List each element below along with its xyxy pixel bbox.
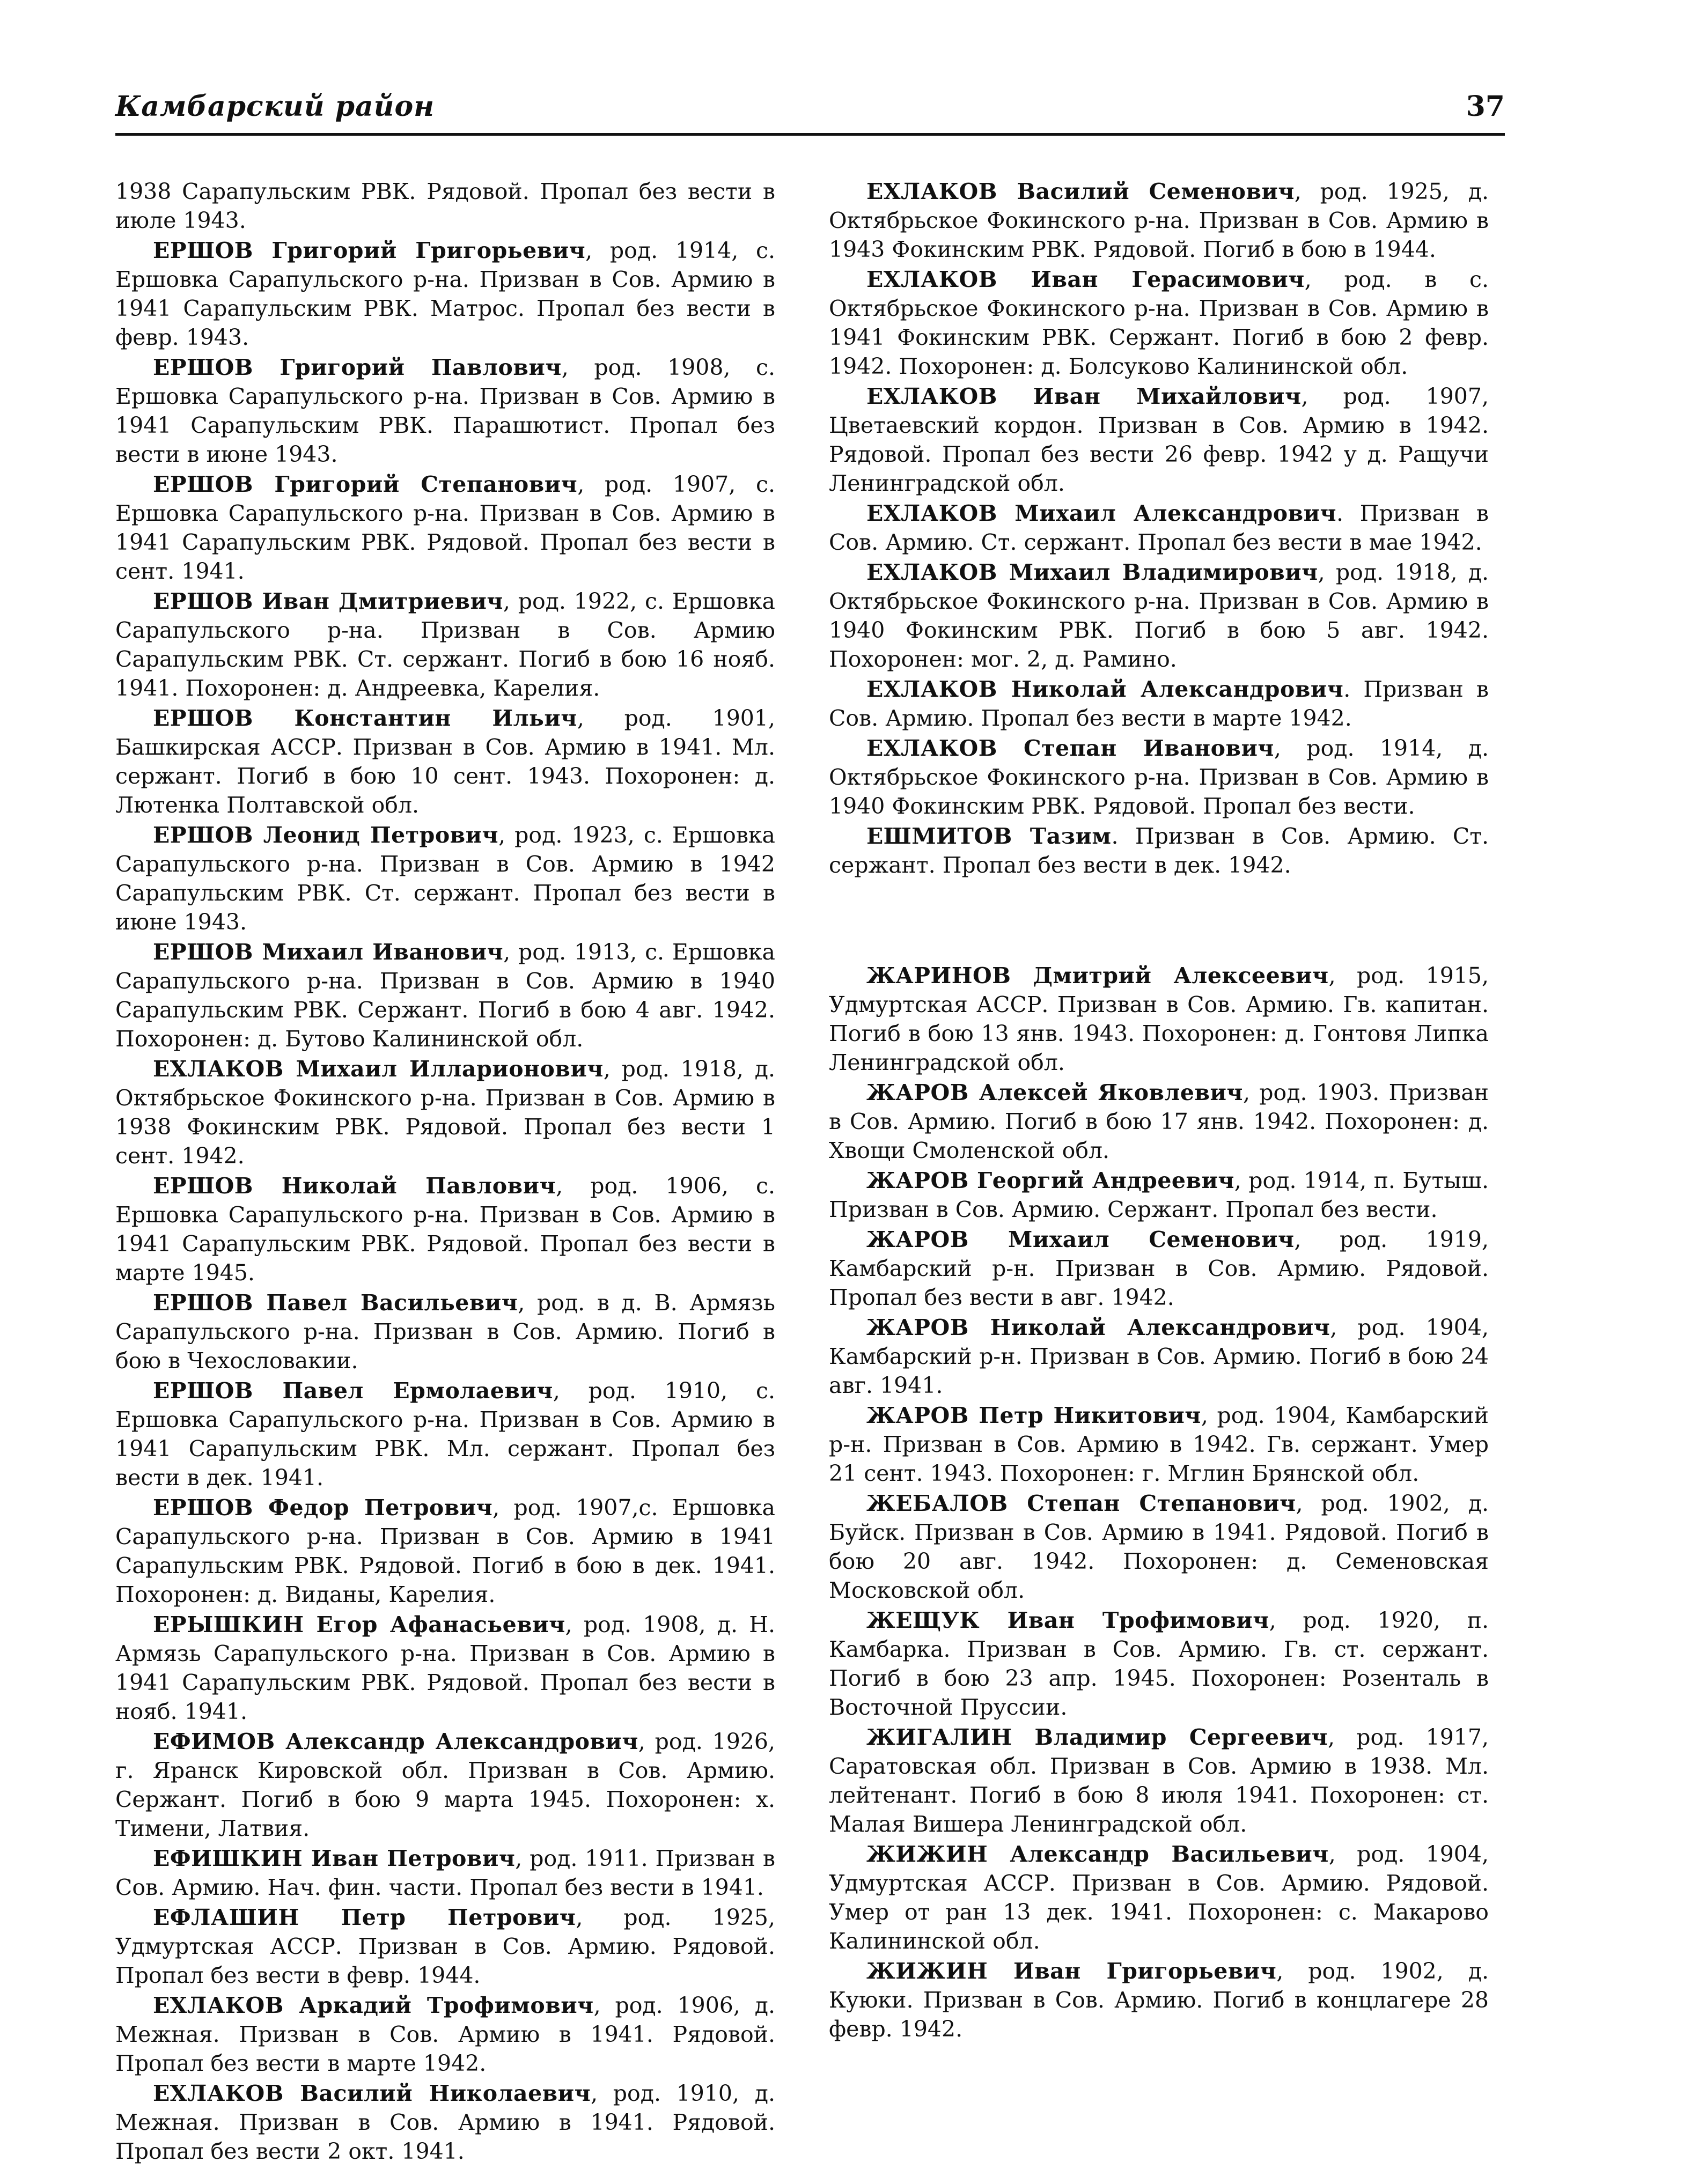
entry-text: , род. 1910, д. Межная. Призван в Сов. Армию в 1941. Рядовой. Пропал без вести 2 окт. 1941. — [115, 2080, 775, 2164]
entry-name: ЕХЛАКОВ Василий Николаевич — [153, 2080, 591, 2106]
entry-name: ЖАРОВ Георгий Андреевич — [866, 1168, 1234, 1193]
list-item — [829, 1078, 1489, 1165]
entry-name: ЕХЛАКОВ Михаил Илларионович — [153, 1056, 604, 1082]
entry-name: ЕРШОВ Николай Павлович — [153, 1173, 556, 1199]
section-gap — [829, 881, 1489, 961]
entry-text: , род. 1922, с. Ершовка Сарапульского р-на. Призван в Сов. Армию Сарапульским РВК. Ст. сержант. Погиб в бою 16 нояб. 1941. Похоронен: д. Андреевка, Карелия. — [115, 588, 775, 701]
entry-text: , род. 1911. Призван в Сов. Армию. Нач. фин. части. Пропал без вести в 1941. — [115, 1846, 775, 1900]
entry-text: , род. 1925, Удмуртская АССР. Призван в Сов. Армию. Рядовой. Пропал без вести в февр. 1944. — [115, 1905, 775, 1988]
entry-name: ЕХЛАКОВ Иван Михайлович — [866, 383, 1302, 409]
entry-name: ЖИЖИН Иван Григорьевич — [866, 1958, 1277, 1984]
entry-name: ЖАРОВ Михаил Семенович — [866, 1227, 1295, 1252]
entry-name: ЕФИМОВ Александр Александрович — [153, 1729, 638, 1754]
entry-text: , род. 1907,с. Ершовка Сарапульского р-на. Призван в Сов. Армию в 1941 Сарапульским РВК. Рядовой. Погиб в бою в дек. 1941. Похоронен: д. Виданы, Карелия. — [115, 1495, 775, 1607]
list-item — [115, 1903, 775, 1990]
entry-text: . Призван в Сов. Армию. Пропал без вести в марте 1942. — [829, 676, 1489, 731]
entry-text: , род. 1918, д. Октябрьское Фокинского р-на. Призван в Сов. Армию в 1938 Фокинским РВК. Рядовой. Пропал без вести 1 сент. 1942. — [115, 1056, 775, 1169]
entry-text: , род. 1906, с. Ершовка Сарапульского р-на. Призван в Сов. Армию в 1941 Сарапульским РВК. Рядовой. Пропал без вести в марте 1945. — [115, 1173, 775, 1286]
entry-name: ЖАРИНОВ Дмитрий Алексеевич — [866, 963, 1329, 988]
page-header — [115, 90, 1505, 138]
entry-text: , род. 1917, Саратовская обл. Призван в Сов. Армию в 1938. Мл. лейтенант. Погиб в бою 8 июля 1941. Похоронен: ст. Малая Вишера Ленинградской обл. — [829, 1724, 1489, 1837]
entry-name: ЕШМИТОВ Тазим — [866, 823, 1112, 849]
entry-text: , род. 1904, Удмуртская АССР. Призван в Сов. Армию. Рядовой. Умер от ран 13 дек. 1941. Похоронен: с. Макарово Калининской обл. — [829, 1841, 1489, 1954]
list-item — [115, 938, 775, 1053]
entry-name: ЕХЛАКОВ Михаил Александрович — [866, 500, 1337, 526]
list-item — [829, 675, 1489, 733]
entry-name: ЕРШОВ Павел Васильевич — [153, 1290, 518, 1316]
entry-text: , род. 1915, Удмуртская АССР. Призван в Сов. Армию. Гв. капитан. Погиб в бою 13 янв. 1943. Похоронен: д. Гонтовя Липка Ленинградской обл. — [829, 963, 1489, 1075]
entry-name: ЕХЛАКОВ Михаил Владимирович — [866, 559, 1318, 585]
list-item — [115, 177, 775, 235]
entry-text: , род. 1920, п. Камбарка. Призван в Сов. Армию. Гв. ст. сержант. Погиб в бою 23 апр. 1945. Похоронен: Розенталь в Восточной Пруссии. — [829, 1607, 1489, 1720]
entry-name: ЖЕБАЛОВ Степан Степанович — [866, 1491, 1296, 1516]
entry-text: , род. 1908, д. Н. Армязь Сарапульского р-на. Призван в Сов. Армию в 1941 Сарапульским РВК. Рядовой. Пропал без вести в нояб. 1941. — [115, 1612, 775, 1724]
list-item — [829, 961, 1489, 1077]
list-item — [115, 704, 775, 820]
list-item — [115, 236, 775, 352]
entry-text: , род. 1913, с. Ершовка Сарапульского р-на. Призван в Сов. Армию в 1940 Сарапульским РВК. Сержант. Погиб в бою 4 авг. 1942. Похоронен: д. Бутово Калининской обл. — [115, 939, 775, 1052]
entry-name: ЕРШОВ Леонид Петрович — [153, 822, 499, 848]
list-item — [115, 1288, 775, 1375]
entry-text: , род. 1902, д. Буйск. Призван в Сов. Армию в 1941. Рядовой. Погиб в бою 20 авг. 1942. Похоронен: д. Семеновская Московской обл. — [829, 1491, 1489, 1603]
list-item — [115, 1054, 775, 1170]
entry-text: , род. 1923, с. Ершовка Сарапульского р-на. Призван в Сов. Армию в 1942 Сарапульским РВК. Ст. сержант. Пропал без вести в июне 1943. — [115, 822, 775, 935]
entry-text: , род. 1914, д. Октябрьское Фокинского р-на. Призван в Сов. Армию в 1940 Фокинским РВК. Рядовой. Пропал без вести. — [829, 735, 1489, 819]
right-column — [829, 177, 1489, 2045]
right-column-e-section — [829, 177, 1489, 880]
entry-name: ЕРШОВ Григорий Степанович — [153, 471, 578, 497]
list-item — [829, 1313, 1489, 1400]
entry-name: ЕХЛАКОВ Василий Семенович — [866, 179, 1295, 204]
entry-name: ЕРШОВ Михаил Иванович — [153, 939, 504, 965]
page-number: 37 — [1466, 90, 1505, 123]
entry-text: , род. в д. В. Армязь Сарапульского р-на. Призван в Сов. Армию. Погиб в бою в Чехословакии. — [115, 1290, 775, 1374]
list-item — [115, 821, 775, 936]
entry-text: , род. 1904, Камбарский р-н. Призван в Сов. Армию. Погиб в бою 24 авг. 1941. — [829, 1315, 1489, 1398]
entry-text: , род. 1914, п. Бутыш. Призван в Сов. Армию. Сержант. Пропал без вести. — [829, 1168, 1489, 1222]
entry-name: ЕХЛАКОВ Иван Герасимович — [866, 267, 1305, 292]
list-item — [115, 1844, 775, 1902]
entry-name: ЕРЫШКИН Егор Афанасьевич — [153, 1612, 565, 1637]
list-item — [115, 470, 775, 586]
entry-text: , род. 1926, г. Яранск Кировской обл. Призван в Сов. Армию. Сержант. Погиб в бою 9 марта 1945. Похоронен: х. Тимени, Латвия. — [115, 1729, 775, 1841]
entry-name: ЕХЛАКОВ Аркадий Трофимович — [153, 1993, 594, 2018]
entry-text: , род. 1918, д. Октябрьское Фокинского р-на. Призван в Сов. Армию в 1940 Фокинским РВК. Погиб в бою 5 авг. 1942. Похоронен: мог. 2, д. Рамино. — [829, 559, 1489, 672]
entry-name: ЖАРОВ Алексей Яковлевич — [866, 1080, 1243, 1105]
entry-name: ЕРШОВ Иван Дмитриевич — [153, 588, 503, 614]
entry-text: , род. 1925, д. Октябрьское Фокинского р-на. Призван в Сов. Армию в 1943 Фокинским РВК. Рядовой. Погиб в бою в 1944. — [829, 179, 1489, 262]
list-item — [115, 1376, 775, 1492]
entry-text: , род. 1914, с. Ершовка Сарапульского р-на. Призван в Сов. Армию в 1941 Сарапульским РВК. Матрос. Пропал без вести в февр. 1943. — [115, 238, 775, 350]
list-item — [829, 1225, 1489, 1312]
entry-name: ЕРШОВ Константин Ильич — [153, 705, 577, 731]
list-item — [115, 1171, 775, 1287]
entry-name: ЖАРОВ Петр Никитович — [866, 1403, 1201, 1428]
entry-text: , род. 1903. Призван в Сов. Армию. Погиб в бою 17 янв. 1942. Похоронен: д. Хвощи Смоленской обл. — [829, 1080, 1489, 1163]
list-item — [829, 177, 1489, 264]
running-title: Камбарский район — [115, 90, 435, 123]
entry-text: , род. 1910, с. Ершовка Сарапульского р-на. Призван в Сов. Армию в 1941 Сарапульским РВК. Мл. сержант. Пропал без вести в дек. 1941. — [115, 1378, 775, 1491]
entry-name: ЖЕЩУК Иван Трофимович — [866, 1607, 1269, 1633]
list-item — [829, 1401, 1489, 1488]
list-item — [115, 1727, 775, 1843]
header-divider — [115, 133, 1505, 136]
list-item — [829, 265, 1489, 381]
list-item — [829, 382, 1489, 498]
entry-name: ЕРШОВ Григорий Григорьевич — [153, 238, 586, 263]
entry-text: . Призван в Сов. Армию. Ст. сержант. Пропал без вести в мае 1942. — [829, 500, 1489, 555]
entry-name: ЕРШОВ Григорий Павлович — [153, 355, 562, 380]
entry-name: ЖИЖИН Александр Васильевич — [866, 1841, 1329, 1867]
entry-name: ЕРШОВ Павел Ермолаевич — [153, 1378, 553, 1404]
list-item — [829, 499, 1489, 557]
entry-text: , род. 1901, Башкирская АССР. Призван в Сов. Армию в 1941. Мл. сержант. Погиб в бою 10 сент. 1943. Похоронен: д. Лютенка Полтавской обл. — [115, 705, 775, 818]
list-item — [115, 587, 775, 703]
entry-text: , род. 1904, Камбарский р-н. Призван в Сов. Армию в 1942. Гв. сержант. Умер 21 сент. 1943. Похоронен: г. Мглин Брянской обл. — [829, 1403, 1489, 1486]
entry-name: ЕФЛАШИН Петр Петрович — [153, 1905, 576, 1930]
entry-name: ЕФИШКИН Иван Петрович — [153, 1846, 516, 1871]
entry-text: . Призван в Сов. Армию. Ст. сержант. Пропал без вести в дек. 1942. — [829, 823, 1489, 878]
entry-text: , род. 1907, с. Ершовка Сарапульского р-на. Призван в Сов. Армию в 1941 Сарапульским РВК. Рядовой. Пропал без вести в сент. 1941. — [115, 471, 775, 584]
list-item — [829, 1166, 1489, 1224]
right-column-zh-section — [829, 961, 1489, 2043]
entry-text: , род. 1907, Цветаевский кордон. Призван в Сов. Армию в 1942. Рядовой. Пропал без вести 26 февр. 1942 у д. Ращучи Ленинградской обл. — [829, 383, 1489, 496]
entry-name: ЕРШОВ Федор Петрович — [153, 1495, 493, 1521]
list-item — [829, 1840, 1489, 1956]
entry-name: ЖИГАЛИН Владимир Сергеевич — [866, 1724, 1328, 1750]
left-column — [115, 177, 775, 2167]
entry-text: , род. 1919, Камбарский р-н. Призван в Сов. Армию. Рядовой. Пропал без вести в авг. 1942. — [829, 1227, 1489, 1310]
list-item — [829, 734, 1489, 821]
list-item — [829, 558, 1489, 674]
entry-name: ЖАРОВ Николай Александрович — [866, 1315, 1330, 1340]
list-item — [115, 1493, 775, 1609]
entry-text: , род. 1906, д. Межная. Призван в Сов. Армию в 1941. Рядовой. Пропал без вести в марте 1942. — [115, 1993, 775, 2076]
entry-text: 1938 Сарапульским РВК. Рядовой. Пропал без вести в июле 1943. — [115, 179, 775, 233]
list-item — [829, 1723, 1489, 1839]
entry-name: ЕХЛАКОВ Николай Александрович — [866, 676, 1344, 702]
list-item — [115, 2079, 775, 2166]
list-item — [115, 1991, 775, 2078]
list-item — [829, 1606, 1489, 1722]
list-item — [829, 1489, 1489, 1605]
list-item — [829, 1957, 1489, 2043]
list-item — [115, 1610, 775, 1726]
entry-name: ЕХЛАКОВ Степан Иванович — [866, 735, 1274, 761]
entry-text: , род. 1902, д. Куюки. Призван в Сов. Армию. Погиб в концлагере 28 февр. 1942. — [829, 1958, 1489, 2042]
list-item — [115, 353, 775, 469]
entry-text: , род. в с. Октябрьское Фокинского р-на. Призван в Сов. Армию в 1941 Фокинским РВК. Сержант. Погиб в бою 2 февр. 1942. Похоронен: д. Болсуково Калининской обл. — [829, 267, 1489, 379]
list-item — [829, 822, 1489, 880]
entry-text: , род. 1908, с. Ершовка Сарапульского р-на. Призван в Сов. Армию в 1941 Сарапульским РВК. Парашютист. Пропал без вести в июне 1943. — [115, 355, 775, 467]
